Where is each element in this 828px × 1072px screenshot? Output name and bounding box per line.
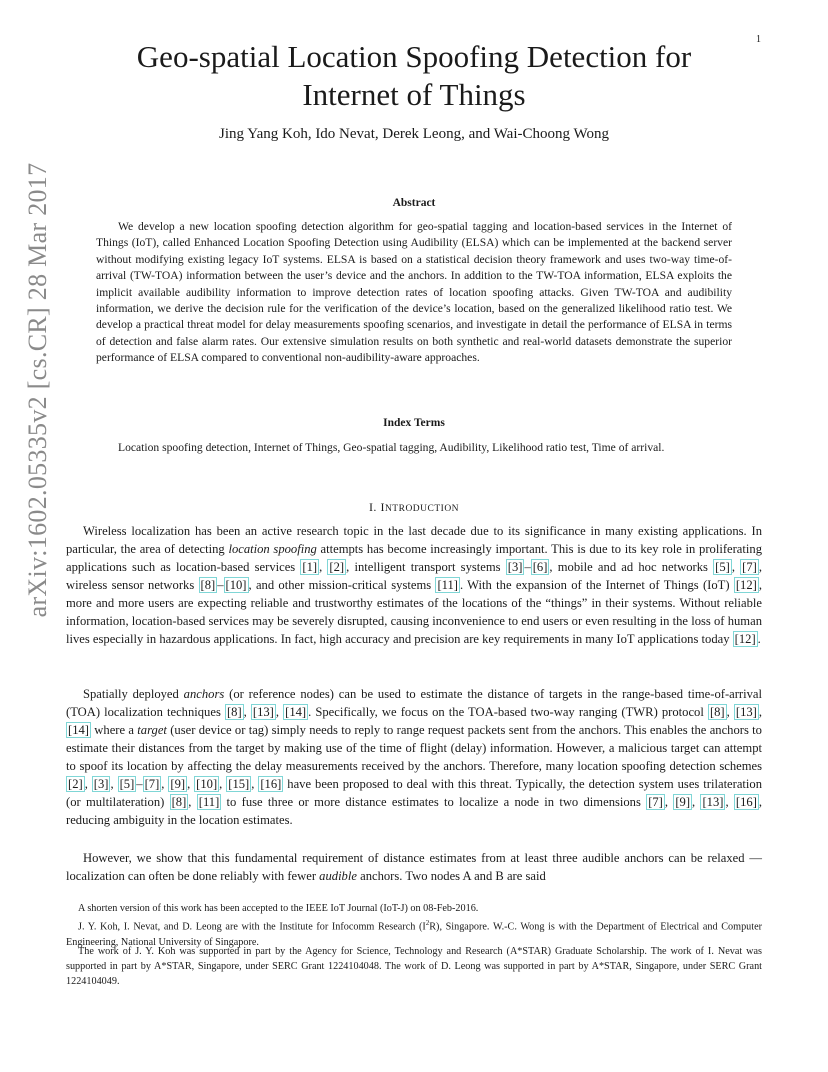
citation-link[interactable]: [14] <box>285 705 307 719</box>
text-span: to fuse three or more distance estimates to localize a node in two dimensions <box>221 795 647 809</box>
citation-link[interactable]: [5] <box>715 560 730 574</box>
text-span: – <box>524 560 531 574</box>
citation-link[interactable]: [9] <box>170 777 186 791</box>
text-span: , <box>161 777 169 791</box>
intro-paragraph-2 <box>66 685 762 829</box>
text-span: (or reference nodes) can be used to estimate the distance of targets in the range-based time-of-arrival (TOA) localization techniques <box>66 687 762 719</box>
citation-link[interactable]: [16] <box>735 795 757 809</box>
citation-link[interactable]: [13] <box>252 705 274 719</box>
citation-link[interactable]: [8] <box>200 578 216 592</box>
citation-link[interactable]: [3] <box>93 777 109 791</box>
citation-link[interactable]: [8] <box>709 705 725 719</box>
citation-link[interactable]: [8] <box>171 795 187 809</box>
text-span: , <box>187 777 195 791</box>
citation-link[interactable]: [3] <box>507 560 523 574</box>
citation-link[interactable]: [7] <box>144 777 160 791</box>
intro-heading-rest: NTRODUCTION <box>384 504 460 514</box>
superscript: 2 <box>425 919 430 927</box>
text-span: have been proposed to deal with this threat. Typically, the detection system uses trilateration (or multilateration) <box>66 777 763 809</box>
text-span: Spatially deployed <box>83 687 184 701</box>
emphasis: location spoofing <box>228 542 317 556</box>
emphasis: audible <box>319 869 357 883</box>
arxiv-stamp-text: arXiv:1602.05335v2 [cs.CR] 28 Mar 2017 <box>23 162 52 618</box>
paper-title <box>66 38 762 114</box>
citation-link[interactable]: [10] <box>196 777 218 791</box>
citation-link[interactable]: [10] <box>225 578 247 592</box>
text-span: , <box>731 560 741 574</box>
text-span: , <box>275 705 284 719</box>
text-span: However, we show that this fundamental requirement of distance estimates from at least three audible anchors can be relaxed — localization can often be done reliably with fewer <box>66 851 762 883</box>
citation-link[interactable]: [11] <box>437 578 458 592</box>
citation-link[interactable]: [14] <box>68 723 89 737</box>
abstract-heading: Abstract <box>392 197 436 209</box>
intro-heading-first: I <box>380 500 385 514</box>
text-span: , <box>664 795 674 809</box>
text-span: , <box>726 705 734 719</box>
page-number: 1 <box>756 34 761 45</box>
title-line-2: Internet of Things <box>302 77 526 112</box>
citation-link[interactable]: [12] <box>735 578 757 592</box>
text-span: , <box>692 795 701 809</box>
text-span: . <box>757 632 761 646</box>
emphasis: anchors <box>183 687 225 701</box>
text-span: The work of J. Y. Koh was supported in part by the Agency for Science, Technology and Research (A*STAR) Graduate Scholarship. The work of I. Nevat was supported in part by A*STAR, Singapore, under SERC Grant 1224104048. The work of D. Leong was supported in part by A*STAR, Singapore, under SERC Grant 1224104049. <box>66 946 762 988</box>
citation-link[interactable]: [6] <box>532 560 548 574</box>
author-list: Jing Yang Koh, Ido Nevat, Derek Leong, and Wai-Choong Wong <box>219 126 609 142</box>
text-span: , intelligent transport systems <box>346 560 506 574</box>
index-terms-heading: Index Terms <box>383 417 445 429</box>
intro-heading-num: I. <box>368 500 381 514</box>
title-line-1: Geo-spatial Location Spoofing Detection for <box>136 39 692 74</box>
text-span: , <box>84 777 92 791</box>
text-span: , <box>319 560 328 574</box>
abstract-body: We develop a new location spoofing detection algorithm for geo-spatial tagging and location-based services in the Internet of Things (IoT), called Enhanced Location Spoofing Detection using Audibility (ELSA) which can be implemented at the backend server without modifying existing legacy IoT systems. ELSA is based on a statistical decision theory framework and uses two-way time-of-arrival (TW-TOA) information between the user’s device and the anchors. In addition to the TW-TOA information, ELSA exploits the implicit available audibility information to improve detection rates of location spoofing attacks. Given TW-TOA and audibility information, we derive the decision rule for the verification of the device’s location, based on the generalized likelihood ratio test. We develop a practical threat model for delay measurements spoofing scenarios, and investigate in detail the performance of ELSA in terms of detection and false alarm rates. Our extensive simulation results on both synthetic and real-world datasets demonstrate the superior performance of ELSA compared to conventional non-audibility-aware approaches. <box>96 220 732 365</box>
intro-paragraph-3 <box>66 849 762 885</box>
text-span: , wireless sensor networks <box>66 560 762 592</box>
text-span: A shorten version of this work has been accepted to the IEEE IoT Journal (IoT-J) on 08-Feb-2016. <box>78 903 479 914</box>
index-terms-body: Location spoofing detection, Internet of Things, Geo-spatial tagging, Audibility, Likelihood ratio test, Time of arrival. <box>118 441 665 454</box>
text-span: , <box>251 777 259 791</box>
text-span: , <box>758 705 763 719</box>
text-span: – <box>217 578 224 592</box>
text-span: J. Y. Koh, I. Nevat, and D. Leong are with the Institute for Infocomm Research (I <box>78 921 426 933</box>
citation-link[interactable]: [7] <box>648 795 663 809</box>
text-span: , <box>725 795 734 809</box>
citation-link[interactable]: [2] <box>68 777 83 791</box>
text-span: . With the expansion of the Internet of Things (IoT) <box>459 578 734 592</box>
text-span: . Specifically, we focus on the TOA-based two-way ranging (TWR) protocol <box>308 705 708 719</box>
introduction-heading <box>66 500 762 515</box>
text-span: , <box>188 795 197 809</box>
citation-link[interactable]: [13] <box>735 705 757 719</box>
text-span: , <box>219 777 227 791</box>
citation-link[interactable]: [13] <box>702 795 724 809</box>
text-span: , <box>243 705 251 719</box>
citation-link[interactable]: [15] <box>228 777 250 791</box>
intro-paragraph-1 <box>66 522 762 648</box>
text-span: where a <box>90 723 138 737</box>
citation-link[interactable]: [7] <box>742 560 757 574</box>
text-span: Wireless localization has been an active research topic in the last decade due to its significance in many existing applications. In particular, the area of detecting <box>66 524 762 556</box>
citation-link[interactable]: [1] <box>302 560 318 574</box>
text-span: R), Singapore. W.-C. Wong is with the Department of Electrical and Computer Engineering, National University of Singapore. <box>66 921 763 948</box>
citation-link[interactable]: [5] <box>119 777 135 791</box>
footnote-3 <box>66 944 762 990</box>
citation-link[interactable]: [8] <box>226 705 242 719</box>
citation-link[interactable]: [9] <box>675 795 691 809</box>
text-span: , mobile and ad hoc networks <box>549 560 714 574</box>
emphasis: target <box>137 723 167 737</box>
abstract-text <box>96 219 732 367</box>
text-span: , <box>110 777 118 791</box>
citation-link[interactable]: [11] <box>198 795 220 809</box>
text-span: , more and more users are expecting reliable and trustworthy estimates of the locations of the “things” in their systems. Without reliable information, location-based services may be severely disrupted, causing inconvenience to end users or even resulting in the loss of human lives especially in hazardous applications. In fact, high accuracy and precision are key requirements in many IoT applications today <box>66 578 762 646</box>
text-span: anchors. Two nodes A and B are said <box>356 869 546 883</box>
citation-link[interactable]: [2] <box>329 560 345 574</box>
text-span: , reducing ambiguity in the location estimates. <box>66 795 763 827</box>
text-span: attempts has become increasingly important. This is due to its key role in proliferating applications such as location-based services <box>66 542 762 574</box>
text-span: – <box>136 777 143 791</box>
citation-link[interactable]: [12] <box>734 632 756 646</box>
text-span: , and other mission-critical systems <box>248 578 436 592</box>
footnote-1 <box>66 901 762 916</box>
index-terms-text <box>96 440 732 456</box>
text-span: (user device or tag) simply needs to reply to range request packets sent from the anchors. This enables the anchors to estimate their distances from the target by making use of the time of flight (delay) information. However, a malicious target can attempt to spoof its location by affecting the delay measurements received by the anchors. Therefore, many location spoofing detection schemes <box>66 723 762 773</box>
citation-link[interactable]: [16] <box>260 777 282 791</box>
